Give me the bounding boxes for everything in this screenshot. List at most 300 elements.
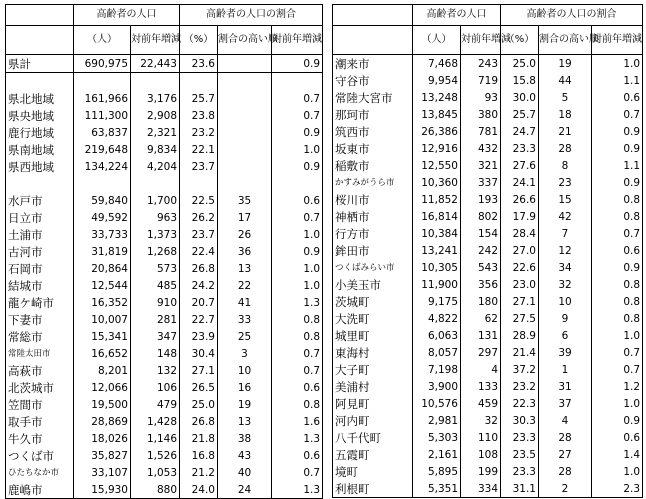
population-change: 1,428 bbox=[131, 413, 180, 430]
region-name: 県央地域 bbox=[6, 107, 74, 124]
elderly-population: 10,360 bbox=[413, 174, 461, 191]
elderly-percent: 21.8 bbox=[180, 430, 218, 447]
ratio-change: 0.7 bbox=[272, 107, 323, 124]
ratio-change: 2.3 bbox=[592, 480, 643, 498]
elderly-population: 5,303 bbox=[413, 429, 461, 446]
left-population-table bbox=[5, 4, 323, 499]
population-change: 62 bbox=[461, 310, 501, 327]
elderly-population: 8,057 bbox=[413, 344, 461, 361]
elderly-percent bbox=[180, 73, 218, 91]
ratio-change: 0.6 bbox=[592, 242, 643, 259]
elderly-percent: 23.9 bbox=[180, 328, 218, 345]
ratio-change: 1.0 bbox=[272, 260, 323, 277]
elderly-population bbox=[74, 175, 131, 192]
ratio-rank: 27 bbox=[539, 446, 592, 463]
region-name: 阿見町 bbox=[333, 395, 413, 412]
elderly-percent: 22.6 bbox=[501, 259, 539, 276]
table-row bbox=[6, 175, 323, 192]
population-change: 110 bbox=[461, 429, 501, 446]
ratio-rank: 9 bbox=[539, 310, 592, 327]
header-percent: （%） bbox=[180, 26, 218, 55]
ratio-rank bbox=[218, 175, 272, 192]
region-name: 行方市 bbox=[333, 225, 413, 242]
population-change: 243 bbox=[461, 55, 501, 73]
region-name: 水戸市 bbox=[6, 192, 74, 209]
ratio-change: 0.6 bbox=[272, 447, 323, 464]
header-empty bbox=[6, 5, 74, 26]
elderly-population: 31,819 bbox=[74, 243, 131, 260]
population-change: 963 bbox=[131, 209, 180, 226]
region-name: 那珂市 bbox=[333, 106, 413, 123]
ratio-change: 0.8 bbox=[592, 310, 643, 327]
elderly-percent: 26.5 bbox=[180, 379, 218, 396]
population-change: 148 bbox=[131, 345, 180, 362]
population-change: 22,443 bbox=[131, 55, 180, 73]
header-empty-2 bbox=[6, 26, 74, 55]
population-change: 199 bbox=[461, 463, 501, 480]
region-name: 茨城町 bbox=[333, 293, 413, 310]
table-row bbox=[6, 90, 323, 107]
ratio-rank: 24 bbox=[218, 481, 272, 499]
ratio-change: 0.7 bbox=[272, 90, 323, 107]
table-row bbox=[333, 327, 643, 344]
table-row bbox=[6, 141, 323, 158]
ratio-rank: 16 bbox=[218, 379, 272, 396]
elderly-percent: 25.0 bbox=[180, 396, 218, 413]
region-name: 東海村 bbox=[333, 344, 413, 361]
elderly-percent: 22.4 bbox=[180, 243, 218, 260]
ratio-change: 0.8 bbox=[592, 276, 643, 293]
table-row bbox=[6, 55, 323, 73]
ratio-rank: 2 bbox=[539, 480, 592, 498]
ratio-change: 0.6 bbox=[592, 429, 643, 446]
region-name: 筑西市 bbox=[333, 123, 413, 140]
elderly-population: 12,550 bbox=[413, 157, 461, 174]
ratio-rank: 1 bbox=[539, 361, 592, 378]
elderly-population: 19,500 bbox=[74, 396, 131, 413]
ratio-rank: 12 bbox=[539, 242, 592, 259]
ratio-rank: 28 bbox=[539, 429, 592, 446]
elderly-population: 9,954 bbox=[413, 72, 461, 89]
elderly-population: 161,966 bbox=[74, 90, 131, 107]
population-change: 337 bbox=[461, 174, 501, 191]
table-row bbox=[333, 293, 643, 310]
table-row bbox=[6, 413, 323, 430]
population-change: 910 bbox=[131, 294, 180, 311]
elderly-percent: 27.0 bbox=[501, 242, 539, 259]
table-row bbox=[6, 192, 323, 209]
elderly-percent: 22.7 bbox=[180, 311, 218, 328]
table-row bbox=[6, 294, 323, 311]
elderly-percent: 26.8 bbox=[180, 260, 218, 277]
table-row bbox=[333, 344, 643, 361]
elderly-percent: 27.1 bbox=[180, 362, 218, 379]
elderly-population: 49,592 bbox=[74, 209, 131, 226]
header-percent: （%） bbox=[501, 26, 539, 55]
ratio-rank: 38 bbox=[218, 430, 272, 447]
table-row bbox=[6, 73, 323, 91]
elderly-population: 10,305 bbox=[413, 259, 461, 276]
ratio-change: 1.0 bbox=[592, 395, 643, 412]
ratio-rank: 10 bbox=[218, 362, 272, 379]
population-change: 133 bbox=[461, 378, 501, 395]
elderly-percent: 23.0 bbox=[501, 276, 539, 293]
elderly-population: 2,161 bbox=[413, 446, 461, 463]
population-change: 108 bbox=[461, 446, 501, 463]
population-change: 4 bbox=[461, 361, 501, 378]
table-row bbox=[333, 72, 643, 89]
ratio-change: 0.7 bbox=[272, 345, 323, 362]
population-change: 106 bbox=[131, 379, 180, 396]
ratio-rank bbox=[218, 73, 272, 91]
population-change: 1,146 bbox=[131, 430, 180, 447]
population-change: 880 bbox=[131, 481, 180, 499]
header-empty bbox=[333, 5, 413, 26]
region-name: 牛久市 bbox=[6, 430, 74, 447]
elderly-percent: 24.1 bbox=[501, 174, 539, 191]
elderly-population: 59,840 bbox=[74, 192, 131, 209]
population-change: 297 bbox=[461, 344, 501, 361]
table-row bbox=[333, 259, 643, 276]
region-name: 八千代町 bbox=[333, 429, 413, 446]
elderly-population: 26,386 bbox=[413, 123, 461, 140]
elderly-percent: 23.3 bbox=[501, 429, 539, 446]
region-name: 北茨城市 bbox=[6, 379, 74, 396]
elderly-percent: 21.4 bbox=[501, 344, 539, 361]
elderly-percent: 23.7 bbox=[180, 158, 218, 175]
region-name: 下妻市 bbox=[6, 311, 74, 328]
population-change: 242 bbox=[461, 242, 501, 259]
elderly-percent: 31.1 bbox=[501, 480, 539, 498]
elderly-population: 3,900 bbox=[413, 378, 461, 395]
region-name: ひたちなか市 bbox=[6, 464, 74, 481]
table-row bbox=[6, 362, 323, 379]
elderly-percent: 23.6 bbox=[180, 55, 218, 73]
table-row bbox=[333, 55, 643, 73]
population-change: 781 bbox=[461, 123, 501, 140]
elderly-population: 690,975 bbox=[74, 55, 131, 73]
elderly-population: 111,300 bbox=[74, 107, 131, 124]
elderly-population: 63,837 bbox=[74, 124, 131, 141]
table-row bbox=[333, 412, 643, 429]
region-name: 常陸太田市 bbox=[6, 345, 74, 362]
ratio-rank: 6 bbox=[539, 327, 592, 344]
table-row bbox=[333, 276, 643, 293]
region-name: 大子町 bbox=[333, 361, 413, 378]
ratio-change: 0.8 bbox=[592, 293, 643, 310]
ratio-change: 0.9 bbox=[592, 259, 643, 276]
elderly-population: 13,241 bbox=[413, 242, 461, 259]
region-name bbox=[6, 175, 74, 192]
elderly-population bbox=[74, 73, 131, 91]
ratio-rank: 31 bbox=[539, 378, 592, 395]
ratio-rank: 5 bbox=[539, 89, 592, 106]
ratio-change: 1.3 bbox=[272, 430, 323, 447]
table-row bbox=[333, 123, 643, 140]
elderly-percent: 27.6 bbox=[501, 157, 539, 174]
ratio-change: 0.7 bbox=[592, 361, 643, 378]
ratio-rank: 3 bbox=[218, 345, 272, 362]
elderly-population: 15,930 bbox=[74, 481, 131, 499]
elderly-population: 15,341 bbox=[74, 328, 131, 345]
ratio-change: 0.9 bbox=[272, 158, 323, 175]
ratio-rank: 7 bbox=[539, 225, 592, 242]
population-change: 1,268 bbox=[131, 243, 180, 260]
ratio-rank: 34 bbox=[539, 259, 592, 276]
ratio-rank: 21 bbox=[539, 123, 592, 140]
ratio-change: 0.7 bbox=[272, 209, 323, 226]
ratio-change: 0.7 bbox=[592, 344, 643, 361]
population-change: 334 bbox=[461, 480, 501, 498]
region-name: 稲敷市 bbox=[333, 157, 413, 174]
header-change: 対前年増減 bbox=[131, 26, 180, 55]
population-change: 479 bbox=[131, 396, 180, 413]
elderly-percent: 30.0 bbox=[501, 89, 539, 106]
population-change: 1,700 bbox=[131, 192, 180, 209]
header-elderly-population: 高齢者の人口 bbox=[413, 5, 501, 26]
ratio-change: 1.1 bbox=[592, 72, 643, 89]
ratio-rank: 19 bbox=[218, 396, 272, 413]
population-change: 32 bbox=[461, 412, 501, 429]
elderly-population: 219,648 bbox=[74, 141, 131, 158]
table-row bbox=[333, 89, 643, 106]
population-change: 131 bbox=[461, 327, 501, 344]
ratio-change bbox=[272, 73, 323, 91]
region-name: 高萩市 bbox=[6, 362, 74, 379]
population-change: 380 bbox=[461, 106, 501, 123]
right-population-table bbox=[332, 4, 643, 498]
table-row bbox=[333, 225, 643, 242]
ratio-change: 0.9 bbox=[592, 140, 643, 157]
elderly-population: 10,007 bbox=[74, 311, 131, 328]
elderly-population: 5,351 bbox=[413, 480, 461, 498]
ratio-change: 1.1 bbox=[592, 157, 643, 174]
region-name: 古河市 bbox=[6, 243, 74, 260]
ratio-change: 0.7 bbox=[272, 362, 323, 379]
ratio-change: 0.9 bbox=[272, 243, 323, 260]
table-row bbox=[6, 345, 323, 362]
population-change: 802 bbox=[461, 208, 501, 225]
elderly-population: 8,201 bbox=[74, 362, 131, 379]
elderly-population: 28,869 bbox=[74, 413, 131, 430]
ratio-change: 0.8 bbox=[592, 191, 643, 208]
ratio-change: 0.9 bbox=[592, 174, 643, 191]
ratio-rank: 41 bbox=[218, 294, 272, 311]
elderly-population: 7,468 bbox=[413, 55, 461, 73]
table-row bbox=[6, 328, 323, 345]
elderly-percent: 17.9 bbox=[501, 208, 539, 225]
elderly-population: 20,864 bbox=[74, 260, 131, 277]
ratio-rank: 28 bbox=[539, 463, 592, 480]
ratio-change: 0.6 bbox=[272, 192, 323, 209]
population-change: 3,176 bbox=[131, 90, 180, 107]
elderly-percent: 23.7 bbox=[180, 226, 218, 243]
region-name: かすみがうら市 bbox=[333, 174, 413, 191]
ratio-rank bbox=[218, 90, 272, 107]
region-name: 境町 bbox=[333, 463, 413, 480]
region-name: 取手市 bbox=[6, 413, 74, 430]
elderly-percent: 23.5 bbox=[501, 446, 539, 463]
region-name: 大洗町 bbox=[333, 310, 413, 327]
table-row bbox=[6, 277, 323, 294]
elderly-percent: 30.4 bbox=[180, 345, 218, 362]
population-change: 180 bbox=[461, 293, 501, 310]
header-rank: 割合の高い順 bbox=[539, 26, 592, 55]
ratio-rank: 4 bbox=[539, 412, 592, 429]
table-row bbox=[6, 430, 323, 447]
population-change: 347 bbox=[131, 328, 180, 345]
population-change: 193 bbox=[461, 191, 501, 208]
region-name: 河内町 bbox=[333, 412, 413, 429]
population-change bbox=[131, 175, 180, 192]
elderly-percent: 20.7 bbox=[180, 294, 218, 311]
region-name: 鹿嶋市 bbox=[6, 481, 74, 499]
region-name bbox=[6, 73, 74, 91]
elderly-percent: 21.2 bbox=[180, 464, 218, 481]
elderly-population: 16,652 bbox=[74, 345, 131, 362]
ratio-change: 0.7 bbox=[592, 106, 643, 123]
elderly-population: 6,063 bbox=[413, 327, 461, 344]
header-empty-2 bbox=[333, 26, 413, 55]
table-row bbox=[6, 396, 323, 413]
elderly-percent: 22.1 bbox=[180, 141, 218, 158]
elderly-percent: 30.3 bbox=[501, 412, 539, 429]
region-name: 笠間市 bbox=[6, 396, 74, 413]
population-change: 1,526 bbox=[131, 447, 180, 464]
header-elderly-ratio: 高齢者の人口の割合 bbox=[180, 5, 323, 26]
population-change: 9,834 bbox=[131, 141, 180, 158]
table-row bbox=[333, 463, 643, 480]
elderly-percent: 24.0 bbox=[180, 481, 218, 499]
ratio-rank: 43 bbox=[218, 447, 272, 464]
ratio-change: 1.0 bbox=[272, 141, 323, 158]
elderly-percent: 23.2 bbox=[501, 378, 539, 395]
table-row bbox=[333, 191, 643, 208]
elderly-population: 33,107 bbox=[74, 464, 131, 481]
population-change: 485 bbox=[131, 277, 180, 294]
elderly-percent: 25.7 bbox=[501, 106, 539, 123]
ratio-rank: 17 bbox=[218, 209, 272, 226]
ratio-rank: 37 bbox=[539, 395, 592, 412]
elderly-percent: 22.3 bbox=[501, 395, 539, 412]
ratio-change: 0.8 bbox=[272, 396, 323, 413]
elderly-percent: 25.7 bbox=[180, 90, 218, 107]
region-name: 石岡市 bbox=[6, 260, 74, 277]
region-name: 桜川市 bbox=[333, 191, 413, 208]
population-change: 2,321 bbox=[131, 124, 180, 141]
elderly-population: 4,822 bbox=[413, 310, 461, 327]
ratio-change: 0.9 bbox=[272, 124, 323, 141]
ratio-rank: 35 bbox=[218, 192, 272, 209]
ratio-change: 0.6 bbox=[592, 89, 643, 106]
table-row bbox=[6, 243, 323, 260]
table-row bbox=[333, 208, 643, 225]
elderly-percent: 37.2 bbox=[501, 361, 539, 378]
region-name: 土浦市 bbox=[6, 226, 74, 243]
region-name: 龍ケ崎市 bbox=[6, 294, 74, 311]
elderly-percent: 23.3 bbox=[501, 463, 539, 480]
elderly-population: 12,066 bbox=[74, 379, 131, 396]
ratio-rank: 13 bbox=[218, 260, 272, 277]
ratio-rank: 28 bbox=[539, 140, 592, 157]
elderly-population: 134,224 bbox=[74, 158, 131, 175]
table-row bbox=[333, 429, 643, 446]
elderly-population: 13,845 bbox=[413, 106, 461, 123]
header-unit-people: （人） bbox=[413, 26, 461, 55]
elderly-population: 16,352 bbox=[74, 294, 131, 311]
table-row bbox=[333, 378, 643, 395]
ratio-rank: 39 bbox=[539, 344, 592, 361]
region-name: 美浦村 bbox=[333, 378, 413, 395]
header-ratio-change: 対前年増減 bbox=[592, 26, 643, 55]
ratio-change: 0.7 bbox=[272, 464, 323, 481]
population-change: 356 bbox=[461, 276, 501, 293]
ratio-rank bbox=[218, 55, 272, 73]
header-change: 対前年増減 bbox=[461, 26, 501, 55]
ratio-change: 1.3 bbox=[272, 481, 323, 499]
population-change: 432 bbox=[461, 140, 501, 157]
ratio-rank: 18 bbox=[539, 106, 592, 123]
ratio-change: 0.6 bbox=[272, 379, 323, 396]
table-row bbox=[333, 157, 643, 174]
population-change: 93 bbox=[461, 89, 501, 106]
population-change: 132 bbox=[131, 362, 180, 379]
region-name: 常陸大宮市 bbox=[333, 89, 413, 106]
elderly-percent: 22.5 bbox=[180, 192, 218, 209]
region-name: 鹿行地域 bbox=[6, 124, 74, 141]
region-name: 神栖市 bbox=[333, 208, 413, 225]
elderly-population: 13,248 bbox=[413, 89, 461, 106]
table-row bbox=[333, 395, 643, 412]
region-name: 鉾田市 bbox=[333, 242, 413, 259]
elderly-population: 2,981 bbox=[413, 412, 461, 429]
region-name: 守谷市 bbox=[333, 72, 413, 89]
elderly-percent: 28.9 bbox=[501, 327, 539, 344]
population-change: 281 bbox=[131, 311, 180, 328]
elderly-percent: 23.3 bbox=[501, 140, 539, 157]
region-name: 県西地域 bbox=[6, 158, 74, 175]
elderly-population: 5,895 bbox=[413, 463, 461, 480]
elderly-percent: 26.2 bbox=[180, 209, 218, 226]
population-change bbox=[131, 73, 180, 91]
ratio-change: 1.3 bbox=[272, 294, 323, 311]
ratio-rank: 19 bbox=[539, 55, 592, 73]
ratio-change: 1.0 bbox=[592, 327, 643, 344]
table-row bbox=[333, 242, 643, 259]
table-row bbox=[333, 310, 643, 327]
elderly-population: 7,198 bbox=[413, 361, 461, 378]
elderly-percent: 26.6 bbox=[501, 191, 539, 208]
population-change: 1,053 bbox=[131, 464, 180, 481]
region-name: 小美玉市 bbox=[333, 276, 413, 293]
elderly-percent: 23.2 bbox=[180, 124, 218, 141]
region-name: つくば市 bbox=[6, 447, 74, 464]
population-change: 719 bbox=[461, 72, 501, 89]
population-change: 2,908 bbox=[131, 107, 180, 124]
ratio-change: 1.0 bbox=[272, 226, 323, 243]
ratio-change: 1.0 bbox=[272, 277, 323, 294]
header-unit-people: （人） bbox=[74, 26, 131, 55]
table-row bbox=[6, 209, 323, 226]
elderly-population: 16,814 bbox=[413, 208, 461, 225]
table-row bbox=[6, 379, 323, 396]
table-row bbox=[333, 106, 643, 123]
ratio-change: 1.2 bbox=[592, 378, 643, 395]
region-name: 潮来市 bbox=[333, 55, 413, 73]
elderly-population: 10,384 bbox=[413, 225, 461, 242]
header-ratio-change: 対前年増減 bbox=[272, 26, 323, 55]
region-name: 城里町 bbox=[333, 327, 413, 344]
